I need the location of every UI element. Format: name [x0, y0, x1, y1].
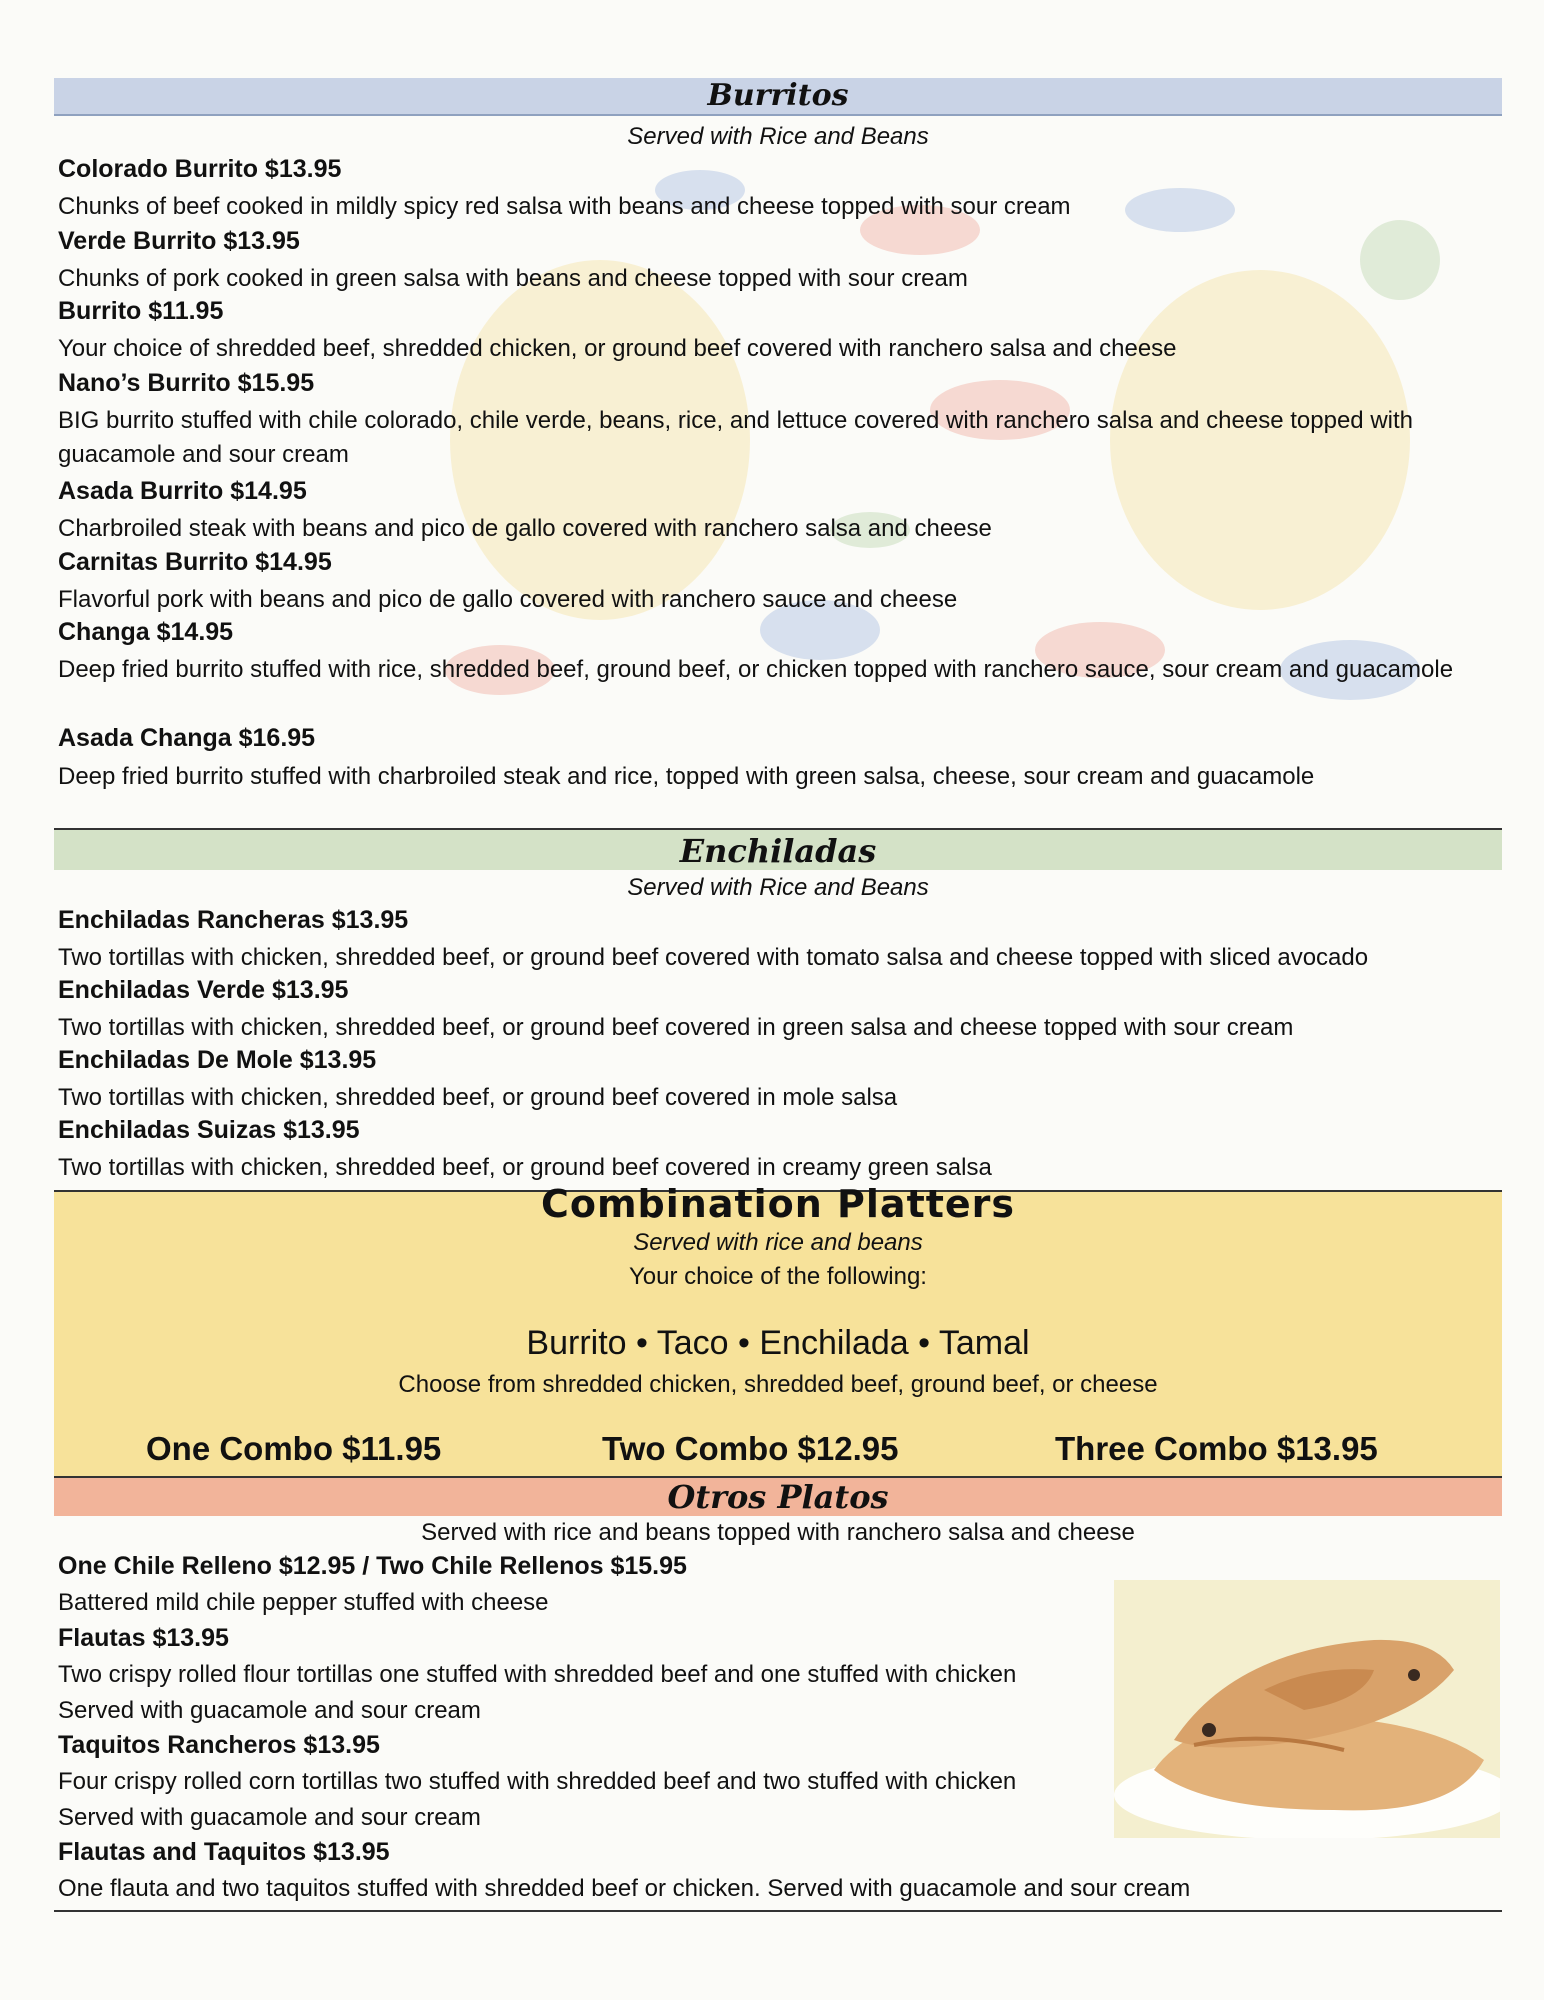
- menu-item-desc: BIG burrito stuffed with chile colorado, chile verde, beans, rice, and lettuce covered with ranchero salsa and cheese topped with guacamole and sour cream: [58, 407, 1413, 468]
- menu-item-name: Asada Changa $16.95: [58, 724, 316, 752]
- one-combo-price: One Combo $11.95: [146, 1430, 442, 1467]
- menu-item-name: Nano’s Burrito $15.95: [58, 369, 315, 397]
- menu-item-name: Enchiladas Suizas $13.95: [58, 1116, 360, 1144]
- menu-item-desc: Chunks of beef cooked in mildly spicy red salsa with beans and cheese topped with sour cream: [58, 193, 1071, 220]
- menu-item-name: Taquitos Rancheros $13.95: [58, 1731, 380, 1759]
- menu-item-name: Carnitas Burrito $14.95: [58, 548, 332, 576]
- menu-item-name: Verde Burrito $13.95: [58, 227, 300, 255]
- menu-item-name: Colorado Burrito $13.95: [58, 155, 342, 183]
- bottom-divider: [54, 1910, 1502, 1912]
- combination-platters-title: Combination Platters: [540, 1182, 1016, 1226]
- burritos-header: Burritos: [54, 78, 1502, 116]
- menu-item-desc: Served with guacamole and sour cream: [58, 1804, 481, 1831]
- menu-item-desc: Two tortillas with chicken, shredded beef, or ground beef covered in mole salsa: [58, 1084, 898, 1111]
- menu-item-desc: Battered mild chile pepper stuffed with cheese: [58, 1589, 549, 1616]
- menu-item-name: Flautas $13.95: [58, 1624, 229, 1652]
- menu-item-desc: Flavorful pork with beans and pico de gallo covered with ranchero sauce and cheese: [58, 586, 958, 613]
- menu-item-name: Burrito $11.95: [58, 297, 224, 325]
- menu-item-name: One Chile Relleno $12.95 / Two Chile Rellenos $15.95: [58, 1552, 687, 1580]
- menu-item-name: Enchiladas Verde $13.95: [58, 976, 349, 1004]
- combo-subtitle: Served with rice and beans: [633, 1229, 923, 1256]
- menu-item-desc: Chunks of pork cooked in green salsa with beans and cheese topped with sour cream: [58, 265, 968, 292]
- menu-item-name: Asada Burrito $14.95: [58, 477, 307, 505]
- enchiladas-subtitle: Served with Rice and Beans: [627, 874, 929, 901]
- otros-platos-header: Otros Platos: [54, 1476, 1502, 1516]
- menu-item-name: Enchiladas De Mole $13.95: [58, 1046, 377, 1074]
- menu-item-desc: Your choice of shredded beef, shredded chicken, or ground beef covered with ranchero salsa and cheese: [58, 335, 1177, 362]
- enchiladas-header: Enchiladas: [54, 828, 1502, 870]
- menu-item-desc: Two tortillas with chicken, shredded beef, or ground beef covered in green salsa and cheese topped with sour cream: [58, 1014, 1294, 1041]
- otros-subtitle: Served with rice and beans topped with ranchero salsa and cheese: [421, 1519, 1135, 1546]
- combo-meat-line: Choose from shredded chicken, shredded beef, ground beef, or cheese: [398, 1371, 1158, 1398]
- menu-item-desc: Four crispy rolled corn tortillas two stuffed with shredded beef and two stuffed with chicken: [58, 1768, 1017, 1795]
- menu-item-desc: Two tortillas with chicken, shredded beef, or ground beef covered in creamy green salsa: [58, 1154, 992, 1181]
- combo-choice-line: Your choice of the following:: [629, 1263, 927, 1290]
- menu-item-desc: One flauta and two taquitos stuffed with shredded beef or chicken. Served with guacamole and sour cream: [58, 1875, 1191, 1902]
- flautas-photo: [1114, 1580, 1500, 1838]
- menu-item-desc: Two crispy rolled flour tortillas one stuffed with shredded beef and one stuffed with chicken: [58, 1661, 1017, 1688]
- menu-item-desc: Deep fried burrito stuffed with rice, shredded beef, ground beef, or chicken topped with ranchero sauce, sour cream and guacamole: [58, 656, 1454, 683]
- two-combo-price: Two Combo $12.95: [602, 1430, 899, 1467]
- menu-item-name: Enchiladas Rancheras $13.95: [58, 906, 409, 934]
- menu-item-desc: Two tortillas with chicken, shredded beef, or ground beef covered with tomato salsa and cheese topped with sliced avocado: [58, 944, 1369, 971]
- three-combo-price: Three Combo $13.95: [1055, 1430, 1378, 1467]
- menu-item-desc: Served with guacamole and sour cream: [58, 1697, 481, 1724]
- burritos-subtitle: Served with Rice and Beans: [627, 123, 929, 150]
- menu-item-desc: Deep fried burrito stuffed with charbroiled steak and rice, topped with green salsa, cheese, sour cream and guacamole: [58, 763, 1315, 790]
- menu-item-desc: Charbroiled steak with beans and pico de gallo covered with ranchero salsa and cheese: [58, 515, 992, 542]
- menu-item-name: Flautas and Taquitos $13.95: [58, 1838, 390, 1866]
- menu-item-name: Changa $14.95: [58, 618, 234, 646]
- combo-choices: Burrito • Taco • Enchilada • Tamal: [526, 1324, 1030, 1362]
